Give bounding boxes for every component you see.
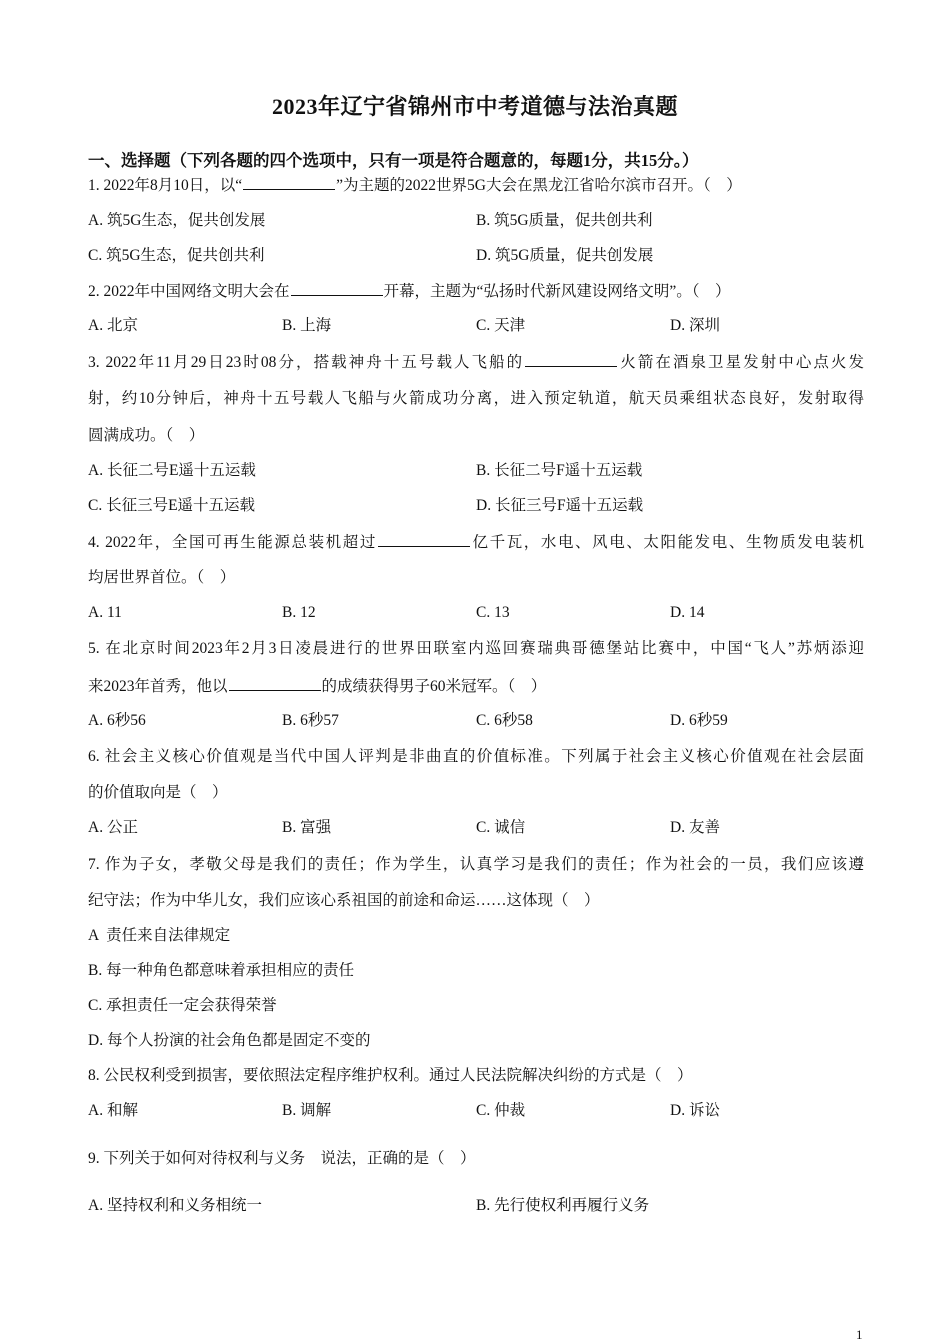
- question-2-stem: 2. 2022年中国网络文明大会在 开幕，主题为“弘扬时代新风建设网络文明”。（ ）: [88, 283, 731, 300]
- q2-option-c: C. 天津: [476, 317, 526, 334]
- q1-option-b: B. 筑5G质量，促共创共利: [476, 212, 653, 229]
- q8-option-c: C. 仲裁: [476, 1102, 526, 1119]
- q3-option-c: C. 长征三号E遥十五运载: [88, 497, 256, 514]
- q5-option-b: B. 6秒57: [282, 712, 339, 729]
- q7-option-c: C. 承担责任一定会获得荣誉: [88, 997, 277, 1014]
- q3-option-d: D. 长征三号F遥十五运载: [476, 497, 644, 514]
- q2-option-b: B. 上海: [282, 317, 332, 334]
- q3-option-a: A. 长征二号E遥十五运载: [88, 462, 256, 479]
- q8-option-d: D. 诉讼: [670, 1102, 720, 1119]
- q1-option-d: D. 筑5G质量，促共创发展: [476, 247, 654, 264]
- q7-option-a: A 责任来自法律规定: [88, 927, 231, 944]
- answer-blank: [378, 532, 470, 547]
- q6-option-a: A. 公正: [88, 819, 138, 836]
- q1-option-a: A. 筑5G生态，促共创发展: [88, 212, 266, 229]
- question-8-stem: 8. 公民权利受到损害，要依照法定程序维护权利。通过人民法院解决纠纷的方式是（ ）: [88, 1067, 693, 1084]
- question-3-stem-line-1: 3. 2022年11月29日23时08分，搭载神舟十五号载人飞船的 火箭在酒泉卫星发射中心点火发: [88, 354, 864, 371]
- q8-option-b: B. 调解: [282, 1102, 332, 1119]
- page-number: 1: [856, 1327, 863, 1342]
- q2-option-d: D. 深圳: [670, 317, 720, 334]
- q6-option-c: C. 诚信: [476, 819, 526, 836]
- question-3-stem-line-2: 射，约10分钟后，神舟十五号载人飞船与火箭成功分离，进入预定轨道，航天员乘组状态良好，发射取得: [88, 390, 864, 407]
- question-3-stem-line-3: 圆满成功。（ ）: [88, 427, 205, 444]
- q4-option-d: D. 14: [670, 604, 705, 621]
- q8-option-a: A. 和解: [88, 1102, 138, 1119]
- question-7-stem-line-2: 纪守法；作为中华儿女，我们应该心系祖国的前途和命运……这体现（ ）: [88, 892, 600, 909]
- answer-blank: [525, 352, 617, 367]
- question-6-stem-line-1: 6. 社会主义核心价值观是当代中国人评判是非曲直的价值标准。下列属于社会主义核心价值观在社会层面: [88, 748, 864, 765]
- q4-option-b: B. 12: [282, 604, 316, 621]
- page-title: 2023年辽宁省锦州市中考道德与法治真题: [271, 94, 678, 119]
- question-4-stem-line-2: 均居世界首位。（ ）: [88, 569, 236, 586]
- q5-option-c: C. 6秒58: [476, 712, 533, 729]
- q4-option-a: A. 11: [88, 604, 122, 621]
- q6-option-d: D. 友善: [670, 819, 720, 836]
- question-4-stem-line-1: 4. 2022年，全国可再生能源总装机超过 亿千瓦，水电、风电、太阳能发电、生物质发电装机: [88, 534, 864, 551]
- q7-option-b: B. 每一种角色都意味着承担相应的责任: [88, 962, 355, 979]
- answer-blank: [291, 281, 383, 296]
- q9-option-b: B. 先行使权利再履行义务: [476, 1197, 650, 1214]
- question-5-stem-line-1: 5. 在北京时间2023年2月3日凌晨进行的世界田联室内巡回赛瑞典哥德堡站比赛中，中国“飞人”苏炳添迎: [88, 640, 864, 657]
- q1-option-c: C. 筑5G生态，促共创共利: [88, 247, 265, 264]
- q3-option-b: B. 长征二号F遥十五运载: [476, 462, 643, 479]
- q7-option-d: D. 每个人扮演的社会角色都是固定不变的: [88, 1032, 371, 1049]
- q4-option-c: C. 13: [476, 604, 510, 621]
- q5-option-d: D. 6秒59: [670, 712, 728, 729]
- q9-option-a: A. 坚持权利和义务相统一: [88, 1197, 262, 1214]
- question-5-stem-line-2: 来2023年首秀，他以 的成绩获得男子60米冠军。（ ）: [88, 678, 547, 695]
- answer-blank: [243, 175, 335, 190]
- question-6-stem-line-2: 的价值取向是（ ）: [88, 784, 228, 801]
- q6-option-b: B. 富强: [282, 819, 332, 836]
- section-heading: 一、选择题（下列各题的四个选项中，只有一项是符合题意的，每题1分，共15分。）: [88, 151, 699, 170]
- q2-option-a: A. 北京: [88, 317, 138, 334]
- answer-blank: [229, 676, 321, 691]
- question-1-stem: 1. 2022年8月10日，以“ ”为主题的2022世界5G大会在黑龙江省哈尔滨市召开。（ ）: [88, 177, 742, 194]
- question-7-stem-line-1: 7. 作为子女，孝敬父母是我们的责任；作为学生，认真学习是我们的责任；作为社会的一员，我们应该遵: [88, 856, 864, 873]
- question-9-stem: 9. 下列关于如何对待权利与义务 说法，正确的是（ ）: [88, 1150, 476, 1167]
- q5-option-a: A. 6秒56: [88, 712, 146, 729]
